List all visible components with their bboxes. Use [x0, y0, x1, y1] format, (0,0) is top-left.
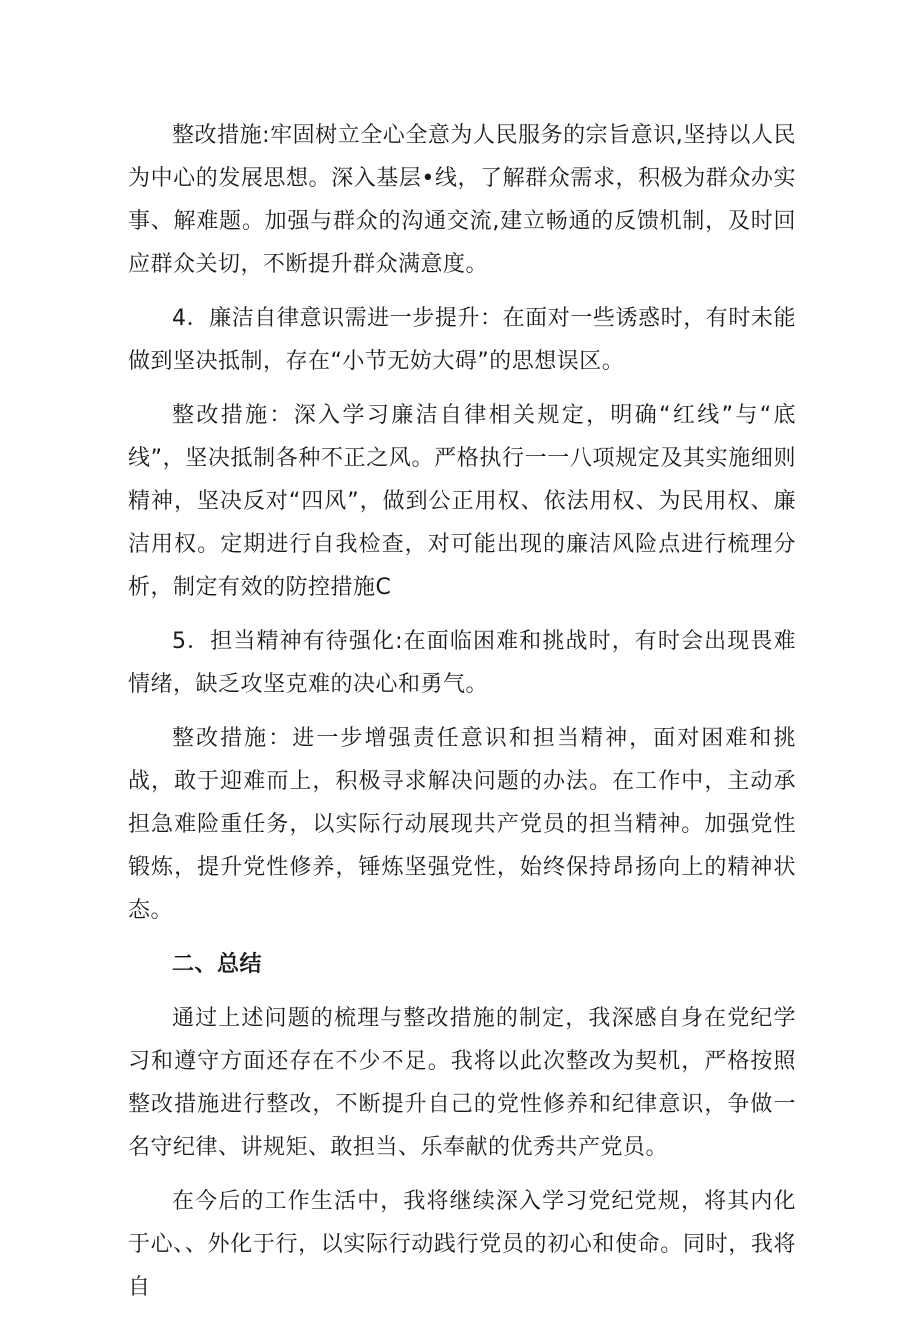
rectification-measure-paragraph: 整改措施:牢固树立全心全意为人民服务的宗旨意识,坚持以人民为中心的发展思想。深入基层•线，了解群众需求，积极为群众办实事、解难题。加强与群众的沟通交流,建立畅通的反馈机制，及时回应群众关切，不断提升群众满意度。 — [128, 123, 796, 277]
section-heading-summary: 二、总结 — [172, 952, 263, 977]
rectification-measure-paragraph: 整改措施：进一步增强责任意识和担当精神，面对困难和挑战，敢于迎难而上，积极寻求解决问题的办法。在工作中，主动承担急难险重任务，以实际行动展现共产党员的担当精神。加强党性锻炼，提升党性修养，锤炼坚强党性，始终保持昂扬向上的精神状态。 — [128, 726, 796, 923]
issue-4-paragraph: 4．廉洁自律意识需进一步提升：在面对一些诱惑时，有时未能做到坚决抵制，存在“小节无妨大碍”的思想误区。 — [128, 306, 796, 374]
issue-5-paragraph: 5．担当精神有待强化:在面临困难和挑战时，有时会出现畏难情绪，缺乏攻坚克难的决心和勇气。 — [128, 629, 796, 697]
rectification-measure-paragraph: 整改措施：深入学习廉洁自律相关规定，明确“红线”与“底线”，坚决抵制各种不正之风。严格执行一一八项规定及其实施细则精神，坚决反对“四风”，做到公正用权、依法用权、为民用权、廉洁用权。定期进行自我检查，对可能出现的廉洁风险点进行梳理分析，制定有效的防控措施C — [128, 403, 796, 600]
summary-paragraph: 在今后的工作生活中，我将继续深入学习党纪党规，将其内化于心、、外化于行，以实际行动践行党员的初心和使命。同时，我将自 — [128, 1189, 796, 1300]
document-body — [128, 114, 796, 1320]
summary-paragraph: 通过上述问题的梳理与整改措施的制定，我深感自身在党纪学习和遵守方面还存在不少不足。我将以此次整改为契机，严格按照整改措施进行整改，不断提升自己的党性修养和纪律意识，争做一名守纪律、讲规矩、敢担当、乐奉献的优秀共产党员。 — [128, 1006, 796, 1160]
